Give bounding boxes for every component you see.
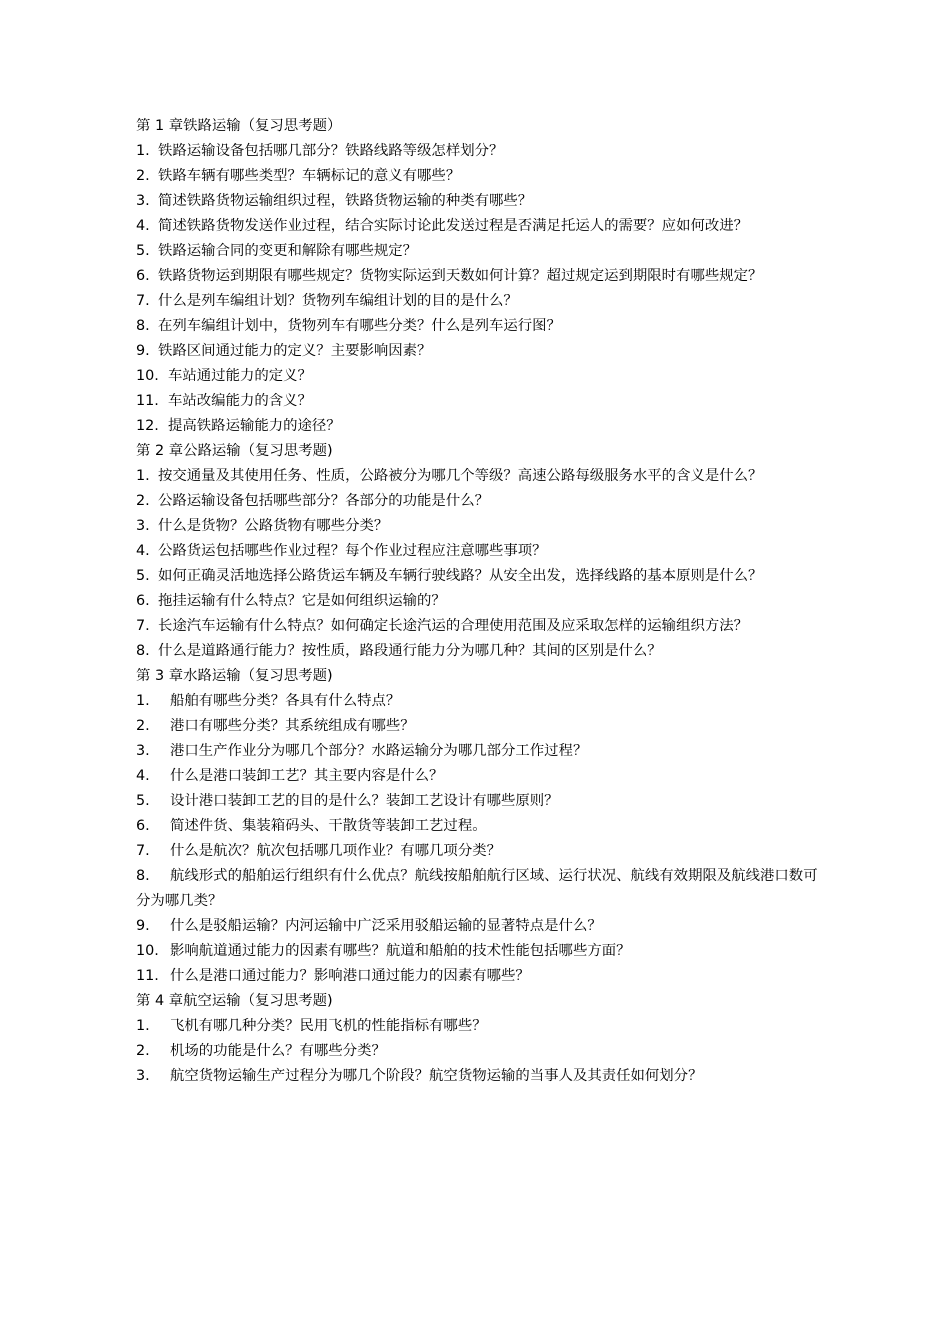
question-item	[136, 289, 821, 314]
question-item	[136, 414, 821, 439]
question-text: 简述铁路货物发送作业过程，结合实际讨论此发送过程是否满足托运人的需要？应如何改进？	[158, 218, 749, 234]
question-text: 飞机有哪几种分类？民用飞机的性能指标有哪些？	[170, 1018, 487, 1034]
question-number: 1.	[136, 1018, 150, 1034]
question-number: 2.	[136, 168, 150, 184]
question-text: 港口生产作业分为哪几个部分？水路运输分为哪几部分工作过程？	[170, 743, 588, 759]
question-item	[136, 714, 821, 739]
section-aviation	[136, 989, 821, 1089]
question-number: 12.	[136, 418, 159, 434]
question-number: 8.	[136, 643, 150, 659]
question-item	[136, 464, 821, 489]
question-item	[136, 164, 821, 189]
question-text: 什么是航次？航次包括哪几项作业？有哪几项分类？	[170, 843, 501, 859]
question-number: 10.	[136, 368, 159, 384]
section-heading: 第 3 章水路运输（复习思考题)	[136, 668, 333, 684]
question-item	[136, 789, 821, 814]
question-text: 车站改编能力的含义？	[168, 393, 312, 409]
question-number: 9.	[136, 343, 150, 359]
question-number: 3.	[136, 518, 150, 534]
question-number: 6.	[136, 818, 150, 834]
question-text: 什么是驳船运输？内河运输中广泛采用驳船运输的显著特点是什么？	[170, 918, 602, 934]
question-text: 公路运输设备包括哪些部分？各部分的功能是什么？	[158, 493, 489, 509]
question-text: 铁路车辆有哪些类型？车辆标记的意义有哪些？	[158, 168, 461, 184]
question-text: 什么是港口通过能力？影响港口通过能力的因素有哪些？	[170, 968, 530, 984]
question-item	[136, 939, 821, 964]
question-number: 10.	[136, 943, 159, 959]
question-item	[136, 364, 821, 389]
question-item	[136, 1039, 821, 1064]
question-number: 4.	[136, 543, 150, 559]
question-number: 7.	[136, 843, 150, 859]
question-text: 船舶有哪些分类？各具有什么特点？	[170, 693, 401, 709]
section-heading: 第 1 章铁路运输（复习思考题）	[136, 118, 342, 134]
question-item	[136, 1014, 821, 1039]
question-item	[136, 764, 821, 789]
question-number: 5.	[136, 793, 150, 809]
question-text: 车站通过能力的定义？	[168, 368, 312, 384]
question-text: 机场的功能是什么？有哪些分类？	[170, 1043, 386, 1059]
question-item	[136, 514, 821, 539]
section-highway	[136, 439, 821, 664]
question-item	[136, 314, 821, 339]
question-text: 铁路运输合同的变更和解除有哪些规定？	[158, 243, 418, 259]
document-page	[136, 114, 821, 1089]
question-text: 什么是港口装卸工艺？其主要内容是什么？	[170, 768, 444, 784]
question-number: 1.	[136, 693, 150, 709]
question-number: 11.	[136, 393, 159, 409]
question-text: 影响航道通过能力的因素有哪些？航道和船舶的技术性能包括哪些方面？	[170, 943, 631, 959]
question-item	[136, 589, 821, 614]
question-text: 按交通量及其使用任务、性质，公路被分为哪几个等级？高速公路每级服务水平的含义是什么？	[158, 468, 763, 484]
question-text: 铁路区间通过能力的定义？主要影响因素？	[158, 343, 432, 359]
question-number: 3.	[136, 743, 150, 759]
question-text: 在列车编组计划中，货物列车有哪些分类？什么是列车运行图？	[158, 318, 561, 334]
question-item	[136, 914, 821, 939]
question-item	[136, 139, 821, 164]
question-text: 航空货物运输生产过程分为哪几个阶段？航空货物运输的当事人及其责任如何划分？	[170, 1068, 703, 1084]
question-number: 6.	[136, 268, 150, 284]
question-number: 11.	[136, 968, 159, 984]
question-item	[136, 839, 821, 864]
question-text: 设计港口装卸工艺的目的是什么？装卸工艺设计有哪些原则？	[170, 793, 559, 809]
question-text: 航线形式的船舶运行组织有什么优点？航线按船舶航行区域、运行状况、航线有效期限及航线港口数可分为哪几类？	[136, 868, 818, 909]
section-heading: 第 2 章公路运输（复习思考题)	[136, 443, 333, 459]
question-number: 9.	[136, 918, 150, 934]
question-number: 4.	[136, 218, 150, 234]
question-text: 什么是道路通行能力？按性质，路段通行能力分为哪几种？其间的区别是什么？	[158, 643, 662, 659]
question-text: 什么是货物？公路货物有哪些分类？	[158, 518, 389, 534]
question-text: 铁路货物运到期限有哪些规定？货物实际运到天数如何计算？超过规定运到期限时有哪些规定？	[158, 268, 763, 284]
section-heading: 第 4 章航空运输（复习思考题)	[136, 993, 333, 1009]
question-item	[136, 539, 821, 564]
question-number: 5.	[136, 568, 150, 584]
question-item	[136, 689, 821, 714]
question-item	[136, 739, 821, 764]
question-number: 1.	[136, 468, 150, 484]
question-item	[136, 564, 821, 589]
question-number: 7.	[136, 293, 150, 309]
section-railway	[136, 114, 821, 439]
question-text: 长途汽车运输有什么特点？如何确定长途汽运的合理使用范围及应采取怎样的运输组织方法？	[158, 618, 749, 634]
question-item	[136, 814, 821, 839]
question-text: 如何正确灵活地选择公路货运车辆及车辆行驶线路？从安全出发，选择线路的基本原则是什么？	[158, 568, 763, 584]
question-text: 简述铁路货物运输组织过程，铁路货物运输的种类有哪些？	[158, 193, 533, 209]
question-number: 2.	[136, 1043, 150, 1059]
question-item	[136, 189, 821, 214]
question-number: 8.	[136, 318, 150, 334]
question-number: 2.	[136, 493, 150, 509]
question-number: 6.	[136, 593, 150, 609]
question-item	[136, 389, 821, 414]
question-text: 简述件货、集装箱码头、干散货等装卸工艺过程。	[170, 818, 487, 834]
question-item	[136, 339, 821, 364]
question-item	[136, 964, 821, 989]
question-item	[136, 264, 821, 289]
question-number: 7.	[136, 618, 150, 634]
question-text: 铁路运输设备包括哪几部分？铁路线路等级怎样划分？	[158, 143, 504, 159]
question-item	[136, 1064, 821, 1089]
question-number: 5.	[136, 243, 150, 259]
question-item	[136, 489, 821, 514]
question-number: 4.	[136, 768, 150, 784]
question-item	[136, 239, 821, 264]
question-text: 公路货运包括哪些作业过程？每个作业过程应注意哪些事项？	[158, 543, 547, 559]
question-text: 拖挂运输有什么特点？它是如何组织运输的？	[158, 593, 446, 609]
question-text: 提高铁路运输能力的途径？	[168, 418, 341, 434]
question-number: 3.	[136, 1068, 150, 1084]
question-item	[136, 864, 821, 914]
question-number: 1.	[136, 143, 150, 159]
question-text: 什么是列车编组计划？货物列车编组计划的目的是什么？	[158, 293, 518, 309]
question-item	[136, 614, 821, 639]
question-number: 2.	[136, 718, 150, 734]
question-text: 港口有哪些分类？其系统组成有哪些？	[170, 718, 415, 734]
question-number: 8.	[136, 868, 150, 884]
question-item	[136, 214, 821, 239]
section-waterway	[136, 664, 821, 989]
question-number: 3.	[136, 193, 150, 209]
question-item	[136, 639, 821, 664]
